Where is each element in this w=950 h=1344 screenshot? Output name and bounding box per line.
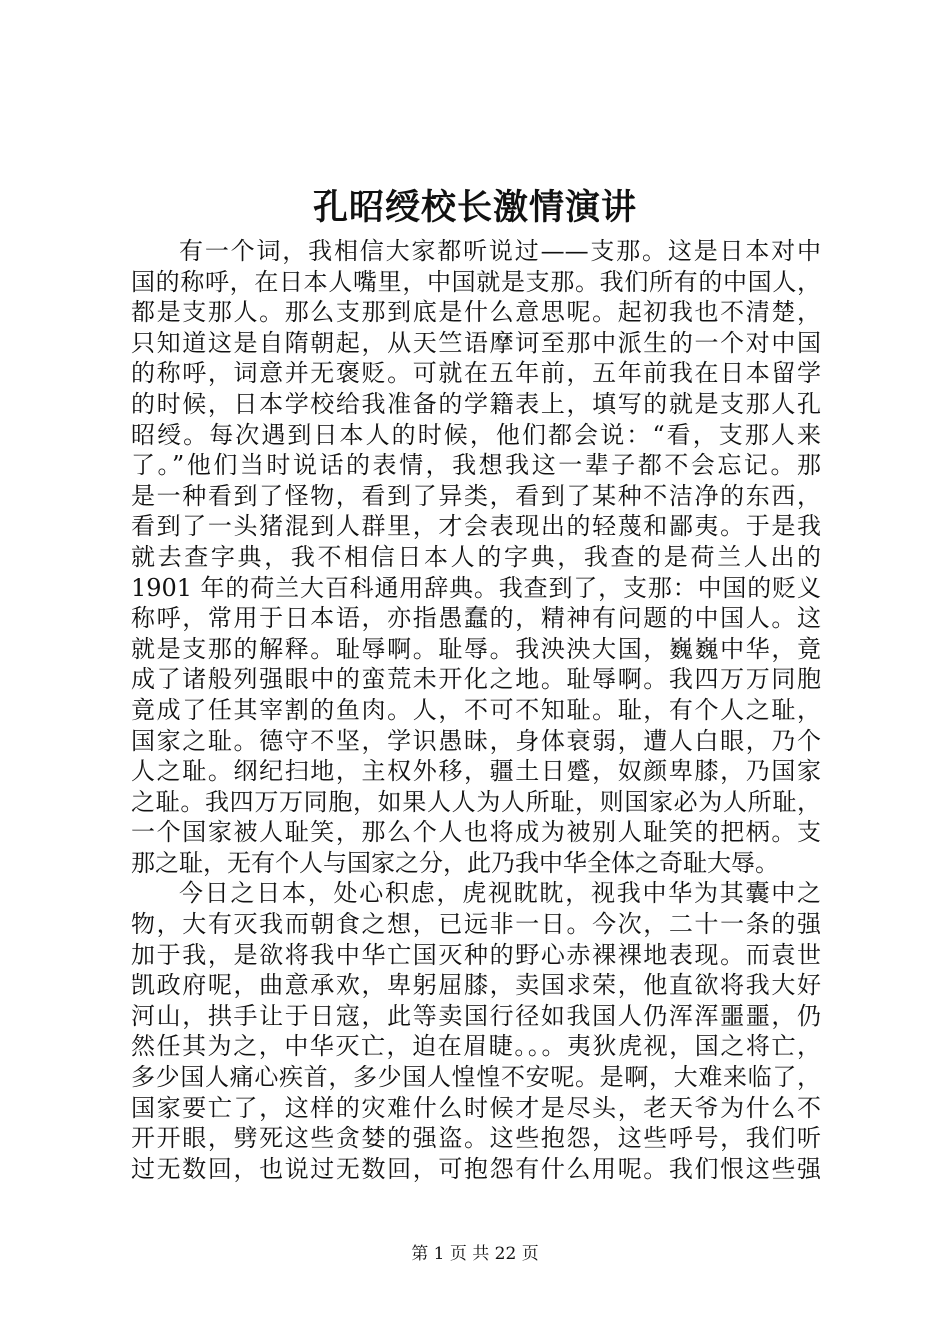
text-line: 了。”他们当时说话的表情，我想我这一辈子都不会忘记。那 (131, 451, 821, 480)
text-line: 国的称呼，在日本人嘴里，中国就是支那。我们所有的中国人， (131, 267, 821, 296)
text-line: 成了诸般列强眼中的蛮荒未开化之地。耻辱啊。我四万万同胞 (131, 665, 821, 694)
text-line: 多少国人痛心疾首，多少国人惶惶不安呢。是啊，大难来临了， (131, 1063, 821, 1092)
text-line: 那之耻，无有个人与国家之分，此乃我中华全体之奇耻大辱。 (131, 848, 779, 877)
text-line: 看到了一头猪混到人群里，才会表现出的轻蔑和鄙夷。于是我 (131, 512, 821, 541)
text-line: 有一个词，我相信大家都听说过——支那。这是日本对中 (179, 237, 821, 265)
page-footer (0, 1242, 950, 1266)
text-line: 的时候，日本学校给我准备的学籍表上，填写的就是支那人孔 (131, 389, 821, 418)
text-line: 都是支那人。那么支那到底是什么意思呢。起初我也不清楚， (131, 298, 821, 327)
text-line: 今日之日本，处心积虑，虎视眈眈，视我中华为其囊中之 (179, 879, 821, 908)
page-title: 孔昭绶校长激情演讲 (312, 187, 637, 228)
text-line: 过无数回，也说过无数回，可抱怨有什么用呢。我们恨这些强 (131, 1154, 821, 1183)
paragraph-1 (131, 236, 821, 878)
text-line: 只知道这是自隋朝起，从天竺语摩诃至那中派生的一个对中国 (131, 328, 821, 357)
text-line: 人之耻。纲纪扫地，主权外移，疆土日蹙，奴颜卑膝，乃国家 (131, 757, 821, 786)
text-line: 竟成了任其宰割的鱼肉。人，不可不知耻。耻，有个人之耻， (131, 695, 821, 724)
text-line: 昭绶。每次遇到日本人的时候，他们都会说：“看，支那人来 (131, 420, 821, 449)
text-line: 的称呼，词意并无褒贬。可就在五年前，五年前我在日本留学 (131, 359, 821, 388)
text-line: 之耻。我四万万同胞，如果人人为人所耻，则国家必为人所耻， (131, 787, 821, 816)
paragraph-2 (131, 878, 821, 1184)
text-line: 就去查字典，我不相信日本人的字典，我查的是荷兰人出的 (131, 542, 821, 571)
document-body (131, 236, 821, 1184)
text-line: 是一种看到了怪物，看到了异类，看到了某种不洁净的东西， (131, 481, 821, 510)
text-line: 国家之耻。德守不坚，学识愚昧，身体衰弱，遭人白眼，乃个 (131, 726, 821, 755)
page-total: 共 22 页 (472, 1244, 539, 1264)
text-line: 1901 年的荷兰大百科通用辞典。我查到了，支那：中国的贬义 (131, 573, 821, 602)
page-number: 第 1 页 (411, 1244, 467, 1264)
text-line: 河山，拱手让于日寇，此等卖国行径如我国人仍浑浑噩噩，仍 (131, 1001, 821, 1030)
text-line: 然任其为之，中华灭亡，迫在眉睫。。。夷狄虎视，国之将亡， (131, 1032, 821, 1061)
text-line: 称呼，常用于日本语，亦指愚蠢的，精神有问题的中国人。这 (131, 604, 821, 633)
text-line: 开开眼，劈死这些贪婪的强盗。这些抱怨，这些呼号，我们听 (131, 1124, 821, 1153)
text-line: 就是支那的解释。耻辱啊。耻辱。我泱泱大国，巍巍中华，竟 (131, 634, 821, 663)
text-line: 一个国家被人耻笑，那么个人也将成为被别人耻笑的把柄。支 (131, 818, 821, 847)
text-line: 凯政府呢，曲意承欢，卑躬屈膝，卖国求荣，他直欲将我大好 (131, 971, 821, 1000)
text-line: 物，大有灭我而朝食之想，已远非一日。今次，二十一条的强 (131, 910, 821, 939)
text-line: 国家要亡了，这样的灾难什么时候才是尽头，老天爷为什么不 (131, 1093, 821, 1122)
text-line: 加于我，是欲将我中华亡国灭种的野心赤裸裸地表现。而袁世 (131, 940, 821, 969)
